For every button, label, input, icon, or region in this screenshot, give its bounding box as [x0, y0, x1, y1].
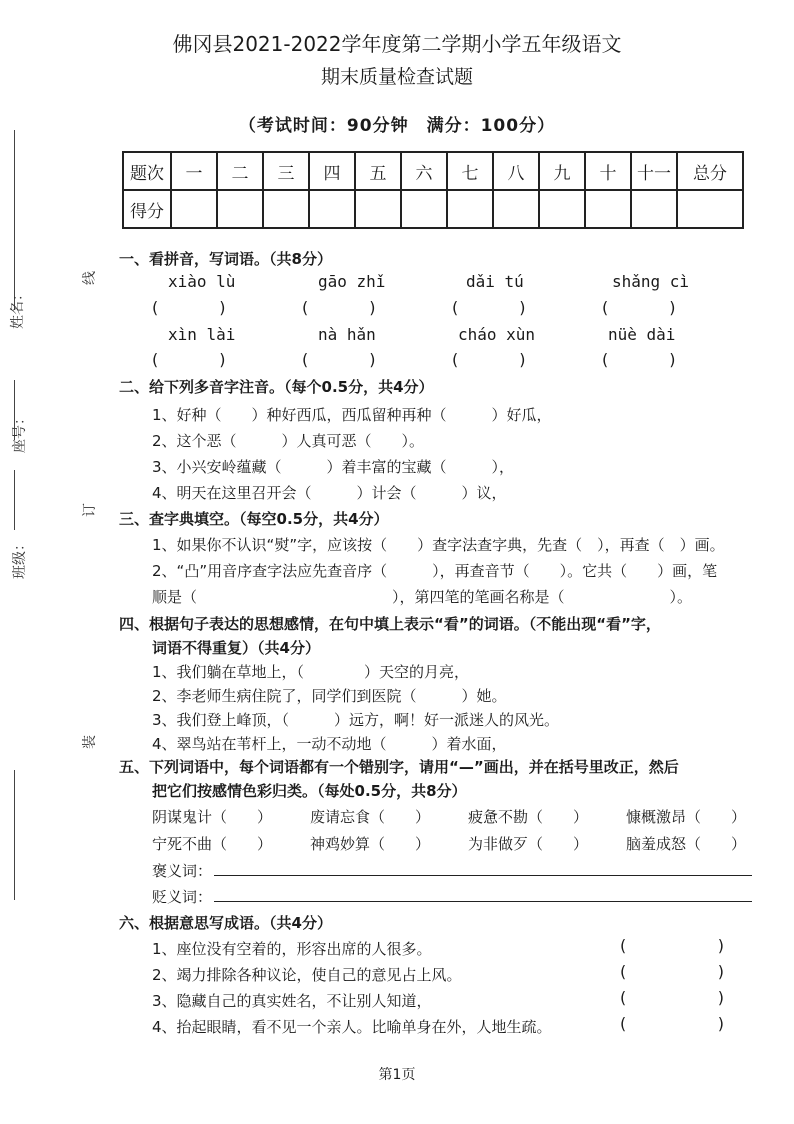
section4-heading: 四、根据句子表达的思想感情，在句中填上表示“看”的词语。（不能出现“看”字，	[119, 615, 661, 633]
idiom-item: 脑羞成怒（ ）	[626, 835, 747, 853]
score-input-cell[interactable]	[171, 190, 217, 228]
praise-label: 褒义词：	[152, 862, 213, 880]
score-input-cell[interactable]	[401, 190, 447, 228]
pinyin-item: xìn lài	[168, 325, 236, 344]
idiom-item: 疲惫不勘（ ）	[468, 808, 589, 826]
question-line: 4、翠鸟站在苇杆上，一动不动地（ ）着水面，	[152, 735, 507, 753]
score-cell: 四	[309, 152, 355, 190]
question-line: 4、明天在这里召开会（ ）计会（ ）议，	[152, 484, 507, 502]
praise-answer-line[interactable]	[214, 875, 752, 876]
exam-title: 佛冈县2021-2022学年度第二学期小学五年级语文	[172, 32, 622, 56]
question-line: 3、小兴安岭蕴藏（ ）着丰富的宝藏（ ），	[152, 458, 515, 476]
idiom-item: 为非做歹（ ）	[468, 835, 589, 853]
answer-blank[interactable]: ( )	[152, 298, 226, 317]
section1-heading: 一、看拼音，写词语。（共8分）	[119, 250, 332, 268]
pinyin-item: xiào lù	[168, 272, 236, 291]
answer-blank[interactable]: ( )	[302, 350, 376, 369]
binding-mark-xian: 线	[82, 271, 98, 285]
answer-blank[interactable]: ( )	[602, 350, 676, 369]
seat-number-label: 座号：	[12, 411, 28, 453]
idiom-item: 慷概激昂（ ）	[626, 808, 747, 826]
section3-heading: 三、查字典填空。（每空0.5分，共4分）	[119, 510, 389, 528]
score-table-header-row	[123, 152, 743, 190]
pinyin-item: nüè dài	[608, 325, 676, 344]
page-number: 第1页	[378, 1067, 416, 1083]
question-line: 顺是（ ），第四笔的笔画名称是（ ）。	[152, 588, 693, 606]
score-cell: 总分	[677, 152, 743, 190]
answer-blank[interactable]: ( )	[452, 298, 526, 317]
answer-blank[interactable]: ( )	[620, 962, 725, 981]
score-input-cell[interactable]	[309, 190, 355, 228]
score-cell: 七	[447, 152, 493, 190]
score-cell: 三	[263, 152, 309, 190]
question-line: 1、座位没有空着的，形容出席的人很多。	[152, 940, 432, 958]
score-input-cell[interactable]	[539, 190, 585, 228]
binding-mark-ding: 订	[82, 503, 98, 517]
answer-blank[interactable]: ( )	[302, 298, 376, 317]
score-input-cell[interactable]	[677, 190, 743, 228]
answer-blank[interactable]: ( )	[452, 350, 526, 369]
score-cell: 二	[217, 152, 263, 190]
binding-mark-zhuang: 装	[82, 735, 98, 749]
score-cell: 八	[493, 152, 539, 190]
question-line: 2、李老师生病住院了，同学们到医院（ ）她。	[152, 687, 507, 705]
score-input-cell[interactable]	[585, 190, 631, 228]
score-input-cell[interactable]	[217, 190, 263, 228]
pinyin-item: nà hǎn	[318, 325, 376, 344]
idiom-item: 阴谋鬼计（ ）	[152, 808, 273, 826]
score-table-score-row	[123, 190, 743, 228]
section4-heading-cont: 词语不得重复）（共4分）	[152, 639, 320, 657]
pinyin-item: dǎi tú	[466, 272, 524, 291]
answer-blank[interactable]: ( )	[620, 988, 725, 1007]
score-cell: 九	[539, 152, 585, 190]
question-line: 1、好种（ ）种好西瓜，西瓜留种再种（ ）好瓜，	[152, 406, 552, 424]
question-line: 2、竭力排除各种议论，使自己的意见占上风。	[152, 966, 462, 984]
exam-info: （考试时间：90分钟 满分：100分）	[238, 116, 556, 136]
question-line: 1、我们躺在草地上，（ ）天空的月亮，	[152, 663, 470, 681]
margin-line	[14, 470, 15, 530]
pinyin-item: cháo xùn	[458, 325, 536, 344]
question-line: 4、抬起眼睛，看不见一个亲人。比喻单身在外，人地生疏。	[152, 1018, 552, 1036]
answer-blank[interactable]: ( )	[620, 936, 725, 955]
pinyin-item: shǎng cì	[612, 272, 690, 291]
score-input-cell[interactable]	[355, 190, 401, 228]
score-cell: 五	[355, 152, 401, 190]
answer-blank[interactable]: ( )	[602, 298, 676, 317]
exam-subtitle: 期末质量检查试题	[320, 66, 473, 88]
answer-blank[interactable]: ( )	[620, 1014, 725, 1033]
section6-heading: 六、根据意思写成语。（共4分）	[119, 914, 332, 932]
question-line: 2、这个恶（ ）人真可恶（ ）。	[152, 432, 425, 450]
student-name-label: 姓名：	[10, 287, 26, 329]
question-line: 1、如果你不认识“熨”字，应该按（ ）查字法查字典，先查（ ），再查（ ）画。	[152, 536, 725, 554]
score-input-cell[interactable]	[631, 190, 677, 228]
derogatory-answer-line[interactable]	[214, 901, 752, 902]
score-cell: 十一	[631, 152, 677, 190]
section5-heading: 五、下列词语中，每个词语都有一个错别字，请用“—”画出，并在括号里改正，然后	[119, 758, 679, 776]
score-row-label: 得分	[123, 190, 171, 228]
answer-blank[interactable]: ( )	[152, 350, 226, 369]
score-cell: 六	[401, 152, 447, 190]
score-cell: 题次	[123, 152, 171, 190]
idiom-item: 废请忘食（ ）	[310, 808, 431, 826]
score-input-cell[interactable]	[447, 190, 493, 228]
score-table	[122, 151, 744, 229]
score-input-cell[interactable]	[493, 190, 539, 228]
idiom-item: 神鸡妙算（ ）	[310, 835, 431, 853]
class-label: 班级：	[12, 537, 28, 579]
score-cell: 一	[171, 152, 217, 190]
question-line: 3、隐藏自己的真实姓名，不让别人知道，	[152, 992, 432, 1010]
section5-heading-cont: 把它们按感情色彩归类。（每处0.5分，共8分）	[152, 782, 467, 800]
section2-heading: 二、给下列多音字注音。（每个0.5分，共4分）	[119, 378, 434, 396]
idiom-item: 宁死不曲（ ）	[152, 835, 273, 853]
derogatory-label: 贬义词：	[152, 888, 213, 906]
question-line: 2、“凸”用音序查字法应先查音序（ ），再查音节（ ）。它共（ ）画，笔	[152, 562, 718, 580]
score-cell: 十	[585, 152, 631, 190]
pinyin-item: gāo zhǐ	[318, 272, 386, 291]
question-line: 3、我们登上峰顶，（ ）远方，啊！好一派迷人的风光。	[152, 711, 560, 729]
margin-line	[14, 770, 15, 900]
margin-line	[14, 130, 15, 310]
score-input-cell[interactable]	[263, 190, 309, 228]
